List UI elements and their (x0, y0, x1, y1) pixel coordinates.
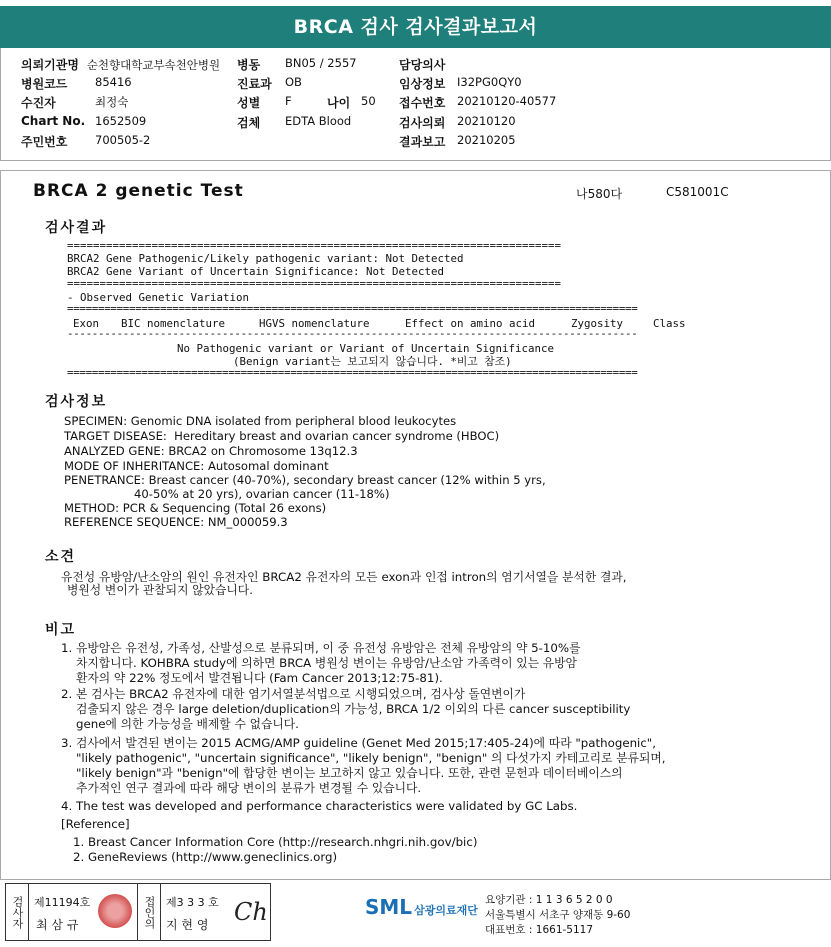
remark-4: 4. The test was developed and performance characteristics were validated by GC Labs. (61, 799, 578, 813)
remark-3d: 추가적인 연구 결과에 따라 해당 변이의 분류가 변경될 수 있습니다. (61, 781, 422, 795)
report-title: BRCA 검사 검사결과보고서 (0, 6, 831, 48)
institution-value: 순천향대학교부속천안병원 (86, 58, 221, 72)
clinical-value: I32PG0QY0 (457, 75, 522, 89)
rule-line: ============================================================================================ (67, 366, 638, 379)
col-hgvs: HGVS nomenclature (259, 317, 370, 330)
receipt-value: 20210120-40577 (457, 94, 557, 108)
signature: Ch (234, 898, 268, 926)
info-mode: MODE OF INHERITANCE: Autosomal dominant (64, 459, 329, 473)
sex-value: F (285, 94, 292, 108)
sex-field: 성별 F (237, 94, 292, 110)
reference-label: [Reference] (61, 817, 130, 831)
finding-line-1: 유전성 유방암/난소암의 원인 유전자인 BRCA2 유전자의 모든 exon과 인접 intron의 염기서열을 분석한 결과, (61, 570, 627, 584)
approver-name: 지 현 영 (166, 918, 209, 932)
remark-3a: 3. 검사에서 발견된 변이는 2015 ACMG/AMP guideline (Genet Med 2015;17:405-24)에 따라 "pathogenic", (61, 736, 656, 750)
info-target: TARGET DISEASE: Hereditary breast and ovarian cancer syndrome (HBOC) (64, 429, 500, 443)
ward-value: BN05 / 2557 (285, 56, 357, 70)
rule-line: -------------------------------------------------------------------------------------------- (67, 327, 638, 340)
remark-1a: 1. 유방암은 유전성, 가족성, 산발성으로 분류되며, 이 중 유전성 유방암은 전체 유방암의 약 5-10%를 (61, 641, 581, 655)
patient-field: 수진자 최정숙 (21, 95, 129, 110)
info-method: METHOD: PCR & Sequencing (Total 26 exons) (64, 501, 327, 515)
remark-heading: 비고 (45, 622, 77, 638)
test-id: C581001C (666, 185, 729, 199)
reference-1: 1. Breast Cancer Information Core (http://research.nhgri.nih.gov/bic) (73, 835, 478, 849)
age-value: 50 (361, 94, 376, 108)
tester-label: 검사자 (6, 884, 29, 940)
hospital-code-field: 병원코드 85416 (21, 75, 132, 91)
info-refseq: REFERENCE SEQUENCE: NM_000059.3 (64, 515, 288, 529)
footer (0, 880, 831, 947)
chart-field: Chart No. 1652509 (21, 114, 147, 128)
report-date-field: 결과보고 20210205 (399, 133, 516, 149)
clinical-field: 임상정보 I32PG0QY0 (399, 75, 522, 91)
logo-mark: SML (365, 895, 413, 919)
finding-line-2: 병원성 변이가 관찰되지 않았습니다. (67, 583, 253, 597)
result-line-pathogenic: BRCA2 Gene Pathogenic/Likely pathogenic variant: Not Detected (67, 252, 464, 265)
remark-1b: 차지합니다. KOHBRA study에 의하면 BRCA 병원성 변이는 유방암/난소암 가족력이 있는 유방암 (61, 656, 577, 670)
test-title: BRCA 2 genetic Test (33, 181, 244, 201)
patient-value: 최정숙 (95, 95, 129, 109)
tester-name: 최 삼 규 (36, 918, 79, 932)
remark-2a: 2. 본 검사는 BRCA2 유전자에 대한 염기서열분석법으로 시행되었으며, 검사상 돌연변이가 (61, 687, 526, 701)
info-penetrance: PENETRANCE: Breast cancer (40-70%), secondary breast cancer (12% within 5 yrs, (64, 473, 546, 487)
col-bic: BIC nomenclature (121, 317, 226, 330)
dept-field: 진료과 OB (237, 75, 302, 91)
tester-license: 제11194호 (34, 896, 91, 909)
doctor-field: 담당의사 (399, 58, 446, 72)
remark-2c: gene에 의한 가능성을 배제할 수 없습니다. (61, 717, 299, 731)
test-code: 나580다 (576, 187, 623, 201)
id-field: 주민번호 700505-2 (21, 133, 151, 149)
report-date-value: 20210205 (457, 133, 516, 147)
rule-line: ============================================================================ (67, 277, 562, 290)
age-field: 나이 50 (327, 94, 376, 110)
signature-box (5, 883, 271, 941)
benign-note-line: (Benign variant는 보고되지 않습니다. *비고 참조) (233, 355, 512, 368)
institution-field: 의뢰기관명 순천향대학교부속천안병원 (21, 58, 221, 72)
patient-info-header (0, 48, 831, 161)
specimen-value: EDTA Blood (285, 114, 352, 128)
finding-heading: 소견 (45, 549, 77, 565)
remark-3b: "likely pathogenic", "uncertain significance", "likely benign", "benign" 의 다섯가지 카테고리로 분류되며, (61, 751, 666, 765)
org-phone: 대표번호 : 1661-5117 (485, 924, 594, 936)
observed-label: - Observed Genetic Variation (67, 291, 250, 304)
receipt-field: 접수번호 20210120-40577 (399, 94, 557, 110)
info-analyzed: ANALYZED GENE: BRCA2 on Chromosome 13q12.3 (64, 444, 358, 458)
id-value: 700505-2 (95, 133, 151, 147)
info-penetrance-cont: 40-50% at 20 yrs), ovarian cancer (11-18%) (64, 487, 390, 501)
info-specimen: SPECIMEN: Genomic DNA isolated from peripheral blood leukocytes (64, 414, 457, 428)
request-field: 검사의뢰 20210120 (399, 114, 516, 130)
remark-3c: "likely benign"과 "benign"에 합당한 변이는 보고하지 않고 있습니다. 또한, 관련 문헌과 데이터베이스의 (61, 766, 623, 780)
sml-logo (365, 895, 478, 919)
hospital-code-value: 85416 (95, 75, 132, 89)
org-code: 요양기관 : 1 1 3 6 5 2 0 0 (485, 894, 613, 906)
dept-value: OB (285, 75, 302, 89)
specimen-field: 검체 EDTA Blood (237, 114, 352, 130)
reference-2: 2. GeneReviews (http://www.geneclinics.org) (73, 850, 338, 864)
col-class: Class (653, 317, 686, 330)
org-address: 서울특별시 서초구 양재동 9-60 (485, 909, 631, 921)
foundation-name: 삼광의료재단 (414, 904, 478, 917)
result-heading: 검사결과 (45, 220, 108, 236)
seal-stamp-icon (98, 894, 132, 928)
col-exon: Exon (73, 317, 100, 330)
rule-line: ============================================================================ (67, 239, 562, 252)
col-effect: Effect on amino acid (405, 317, 536, 330)
request-value: 20210120 (457, 114, 516, 128)
no-variant-line: No Pathogenic variant or Variant of Uncertain Significance (177, 342, 555, 355)
approver-license: 제3 3 3 호 (166, 896, 219, 909)
rule-line: ============================================================================================ (67, 302, 638, 315)
report-body (0, 170, 831, 880)
ward-field: 병동 BN05 / 2557 (237, 56, 357, 72)
result-line-vus: BRCA2 Gene Variant of Uncertain Significance: Not Detected (67, 265, 445, 278)
col-zygosity: Zygosity (571, 317, 624, 330)
remark-2b: 검출되지 않은 경우 large deletion/duplication의 가능성, BRCA 1/2 이외의 다른 cancer susceptibility (61, 702, 631, 716)
chart-value: 1652509 (95, 114, 147, 128)
approver-label: 접인의 (137, 884, 161, 940)
info-heading: 검사정보 (45, 394, 108, 410)
remark-1c: 환자의 약 22% 정도에서 발견됩니다 (Fam Cancer 2013;12:75-81). (61, 671, 443, 685)
